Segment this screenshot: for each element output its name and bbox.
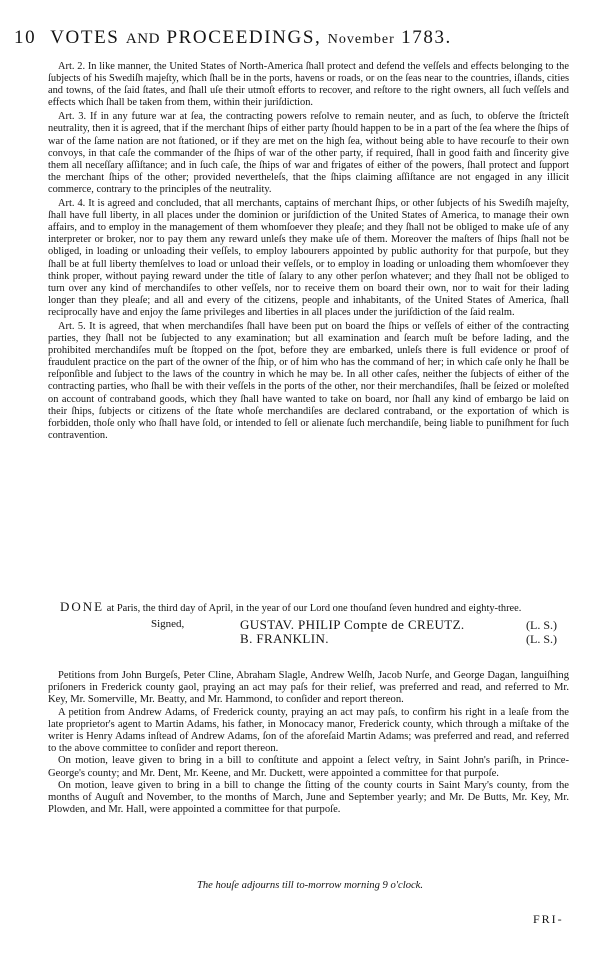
- treaty-articles: [48, 61, 569, 442]
- adjournment-notice: The houſe adjourns till to-morrow morning 9 o'clock.: [196, 880, 424, 891]
- petition-andrew-adams: A petition from Andrew Adams, of Frederick county, praying an act may paſs, to confirm his right in a leaſe from the late proprietor's agent to Martin Adams, his father, in Monocacy manor, Frederick county, which through a miſtake of the writer is Henry Adams inſtead of Andrew Adams, ſon of the aforeſaid Martin Adams; was preferred and read, and referred to the above committee to conſider and report thereon.: [48, 706, 569, 755]
- done-word: DONE: [60, 599, 105, 614]
- page-number: 10: [14, 27, 37, 48]
- header-title-proceedings: PROCEEDINGS,: [166, 27, 322, 48]
- article-3: Art. 3. If in any future war at ſea, the contracting powers reſolve to remain neuter, and as ſuch, to obſerve the ſtricteſt neutrality, then it is agreed, that if the merchant ſhips of either party ſhould happen to be in a part of the ſea where the ſhips of war of the ſame nation are not ſtationed, or if they are met on the high ſea, without being able to have recourſe to their own convoys, in that caſe the commander of the ſhips of war of the other party, if required, ſhall in good faith and ſincerity give them all neceſſary aſſiſtance; and in ſuch caſe, the ſhips of war and frigates of either of the powers, ſhall protect and ſupport the merchant ſhips of the other; provided nevertheleſs, that the ſhips claiming aſſiſtance are not engaged in any illicit commerce, contrary to the principles of the neutrality.: [48, 111, 569, 195]
- header-title-votes: VOTES: [50, 27, 120, 48]
- done-paragraph: [48, 601, 569, 615]
- seal-marker-1: (L. S.): [526, 618, 557, 633]
- article-4: Art. 4. It is agreed and concluded, that all merchants, captains of merchant ſhips, or other ſubjects of his Swediſh majeſty, ſhall have full liberty, in all places under the dominion or juriſdiction of the United States of America, to manage their own affairs, and to employ in the management of them whomſoever they pleaſe; and they ſhall not be obliged to make uſe of any interpreter or broker, nor to pay them any reward unleſs they make uſe of them. Moreover the maſters of ſhips ſhall not be obliged, in loading or unloading their veſſels, to employ labourers appointed by public authority for that purpoſe, but they ſhall be at full liberty themſelves to load or unload their veſſels, or to employ in loading or unloading them whomſoever they think proper, without paying reward under the title of ſalary to any other perſon whatever; and they ſhall not be obliged to turn over any kind of merchandiſes to other veſſels, nor to receive them on board their own, nor to wait for their lading longer than they pleaſe; and all and every of the citizens, people and inhabitants, of the United States of America, ſhall reciprocally have and enjoy the ſame privileges and liberties in all places under the juriſdiction of the ſaid realm.: [48, 198, 569, 318]
- house-proceedings: [48, 670, 569, 816]
- signed-label: Signed,: [151, 618, 185, 631]
- article-5: Art. 5. It is agreed, that when merchandiſes ſhall have been put on board the ſhips or veſſels of either of the contracting parties, they ſhall not be ſubjected to any examination; but all examination and ſearch muſt be before lading, and the prohibited merchandiſes muſt be ſtopped on the ſpot, before they are embarked, unleſs there is full evidence or proof of fraudulent practice on the part of the owner of the ſhip, or of him who has the command of her; in which caſe only he ſhall be reſponſible and ſubject to the laws of the country in which he may be. In all other caſes, neither the ſubjects of either of the contracting parties, who ſhall be with their veſſels in the ports of the other, nor their merchandiſes, ſhall be ſeized or moleſted on account of contraband goods, which they ſhall have wanted to take on board, nor ſhall any kind of embargo be laid on their ſhips, ſubjects or citizens of the ſtate whoſe merchandiſes are declared contraband, or the exportation of which is forbidden, thoſe only who ſhall have ſold, or intended to ſell or alienate ſuch merchandiſe, being liable to puniſhment for ſuch contravention.: [48, 320, 569, 441]
- header-title-and: AND: [125, 31, 161, 47]
- header-year: 1783.: [401, 27, 452, 48]
- catchword: FRI-: [533, 912, 564, 926]
- article-2: Art. 2. In like manner, the United States of North-America ſhall protect and defend the veſſels and effects belonging to the ſubjects of his Swediſh majeſty, which ſhall be in the ports, havens or roads, or on the ſeas near to the countries, iſlands, cities and towns, of the ſaid ſtates, and ſhall uſe their utmoſt efforts to recover, and reſtore to the right owners, all ſuch veſſels and effects which ſhall be taken from them, within their juriſdiction.: [48, 61, 569, 109]
- done-text: at Paris, the third day of April, in the year of our Lord one thouſand ſeven hundred and eighty-three.: [106, 603, 522, 614]
- signer-franklin: B. FRANKLIN.: [240, 631, 329, 647]
- petition-prisoners: Petitions from John Burgeſs, Peter Cline, Abraham Slagle, Andrew Welſh, Jacob Nurſe, and George Dagan, languiſhing priſoners in Frederick county gaol, praying an act may paſs for their relief, was preferred and read, and referred to Mr. Key, Mr. Somerville, Mr. Beatty, and Mr. Hammond, to conſider and report thereon.: [48, 670, 569, 706]
- header-month: November: [327, 32, 395, 47]
- seal-marker-2: (L. S.): [526, 632, 557, 647]
- signer-creutz: GUSTAV. PHILIP Compte de CREUTZ.: [240, 617, 465, 633]
- page-header: [14, 27, 574, 49]
- motion-county-courts: On motion, leave given to bring in a bill to change the ſitting of the county courts in Saint Mary's county, from the months of Auguſt and November, to the months of March, June and September yearly; and Mr. De Butts, Mr. Key, Mr. Plowden, and Mr. Hall, were appointed a committee for that purpoſe.: [48, 779, 569, 816]
- treaty-conclusion: [48, 601, 569, 649]
- motion-select-vestry: On motion, leave given to bring in a bill to conſtitute and appoint a ſelect veſtry, in Saint John's pariſh, in Prince-George's county; and Mr. Dent, Mr. Keene, and Mr. Duckett, were appointed a committee for that purpoſe.: [48, 755, 569, 779]
- signature-block: [48, 615, 569, 649]
